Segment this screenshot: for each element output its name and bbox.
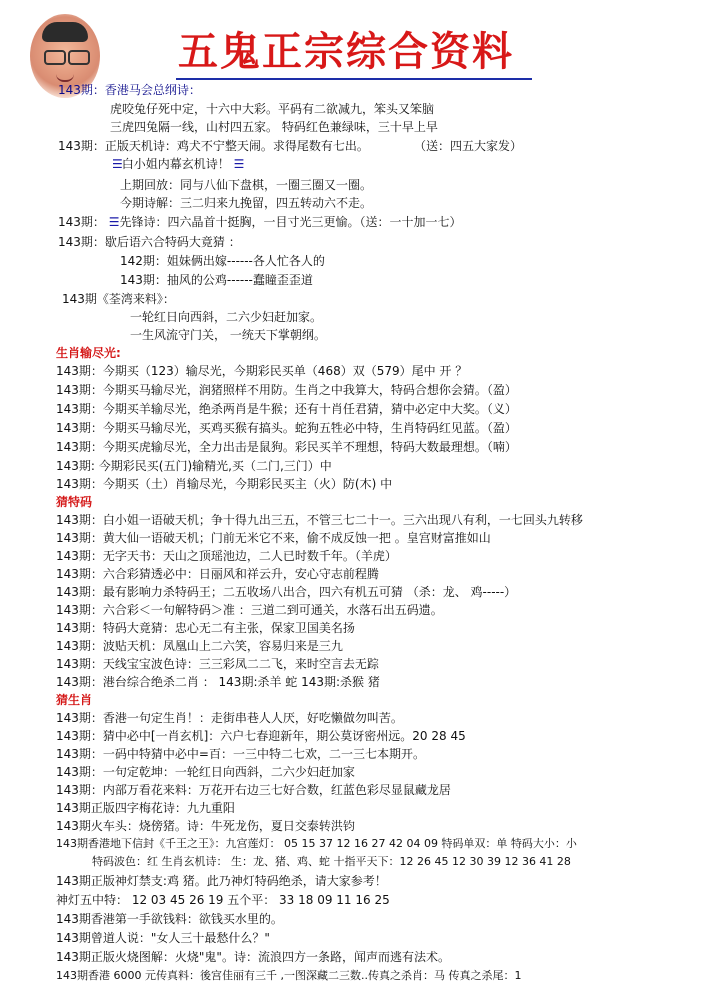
text-line (112, 156, 243, 172)
text-line: 神灯五中特： 12 03 45 26 19 五个平： 33 18 09 11 16 25 (56, 893, 390, 907)
text-line: 143期：香港马会总纲诗： (58, 83, 201, 97)
text-line: 143期：今期买（土）肖输尽光，今期彩民买主（火）防(木) 中 (56, 477, 393, 491)
decor-bars: ☰ (233, 157, 244, 171)
text-line: 143期香港第一手欲钱料：欲钱买水里的。 (56, 912, 283, 926)
text-line: 143期：六合彩＜一句解特码＞准 ：三道二到可通关，水落石出五码遗。 (56, 603, 443, 617)
text-line: 143期：香港一句定生肖！：走街串巷人人厌，好吃懒做勿叫苦。 (56, 711, 403, 725)
text-line: 143期：一码中特猜中必中=百：一三中特二七欢，二一三七本期开。 (56, 747, 425, 761)
decor-bars: ☰ (108, 215, 120, 229)
text-line: 143期：无字天书：天山之顶瑶池边，二人已时数千年。（羊虎） (56, 549, 397, 563)
text-line: 上期回放：同与八仙下盘棋，一圈三圈又一圈。 (120, 178, 373, 192)
text-line: （送：四五大家发） (414, 139, 523, 153)
text-line-prefix: 143期： (58, 215, 105, 229)
text-line: 一生风流守门关， 一统天下掌朝纲。 (130, 328, 326, 342)
text-line: 143期：港台综合绝杀二肖 ： 143期:杀羊 蛇 143期:杀猴 猪 (56, 675, 380, 689)
title-underline (176, 78, 532, 80)
text-line: 143期：特码大竟猜：忠心无二有主张，保家卫国美名扬 (56, 621, 355, 635)
text-line: 143期: 今期彩民买(五门)输精光,买（二门,三门）中 (56, 459, 332, 473)
text-line: 142期：姐妹俩出嫁------各人忙各人的 (120, 254, 325, 268)
text-line: 143期：黄大仙一语破天机；门前无米它不来，偷不成反蚀一把 。皇宫财富推如山 (56, 531, 491, 545)
text-line: 143期：今期买羊输尽光，绝杀两肖是牛猴；还有十肖任君猜，猜中必定中大奖。（义） (56, 402, 517, 416)
page-title: 五鬼正宗综合资料 (178, 28, 514, 75)
text-line: 143期：波贴天机：凤凰山上二六笑，容易归来是三九 (56, 639, 343, 653)
text-line: 143期：白小姐一语破天机；争十得九出三五，不管三七二十一。三六出现八有利，一七回头九转移 (56, 513, 583, 527)
text-line: 143期正版火烧图解：火烧"鬼"。诗：流浪四方一条路，闻声而逃有法术。 (56, 950, 450, 964)
text-line: 143期：今期买马输尽光，买鸡买猴有搞头。蛇狗五牲必中特，生肖特码红见蓝。（盈） (56, 421, 517, 435)
decor-bars: ☰ (112, 157, 122, 171)
text-line: 143期：今期买虎输尽光，全力出击是鼠狗。彩民买羊不理想，特码大数最理想。（喃） (56, 440, 517, 454)
section-heading: 猜特码 (56, 495, 93, 509)
text-line-body: ：四六晶首十挺胸，一目寸光三更愉。（送：一十加一七） (155, 215, 462, 229)
text-line: 143期：正版天机诗：鸡犬不宁整天闹。求得尾数有七出。 (58, 139, 369, 153)
text-line: 今期诗解：三二归来九挽留，四五转动六不走。 (120, 196, 373, 210)
section-heading: 猜生肖 (56, 693, 93, 707)
text-line: 143期正版神灯禁支:鸡 猪。此乃神灯特码绝杀，请大家参考！ (56, 874, 387, 888)
text-line-label: 先锋诗 (119, 215, 156, 229)
text-line: 虎咬兔仔死中定，十六中大彩。平码有二欲减九，笨头又笨脑 (110, 102, 435, 116)
text-line: 143期香港 6000 元传真料：後宫佳丽有三千 ,一图深藏二三数..传真之杀肖：马 传真之杀尾：1 (56, 969, 522, 982)
text-line: 143期火车头：烧傍猪。诗：牛死龙伤，夏日交泰转洪钧 (56, 819, 355, 833)
text-line: 143期香港地下信封《千王之王》：九宫莲灯： 05 15 37 12 16 27 42 04 09 特码单双：单 特码大小：小 (56, 837, 577, 850)
text-line (58, 214, 462, 230)
text-line: 三虎四兔隔一线，山村四五家。 特码红色兼绿味，三十早上早 (110, 120, 438, 134)
text-line-label: 白小姐内幕玄机诗！ (121, 157, 230, 171)
text-line: 特码波色：红 生肖玄机诗： 生：龙、猪、鸡、蛇 十指平天下：12 26 45 12 30 39 12 36 41 28 (92, 855, 571, 868)
text-line: 143期：一句定乾坤：一轮红日向西斜，二六少妇赶加家 (56, 765, 355, 779)
text-line: 143期：最有影响力杀特码王；二五收场八出合，四六有机五可猜 （杀：龙、 鸡-----） (56, 585, 517, 599)
text-line: 143期：内部万看花来料：万花开右边三七好合数，红蓝色彩尽显鼠藏龙居 (56, 783, 451, 797)
text-line: 143期：歇后语六合特码大竟猜 ： (58, 235, 241, 249)
text-line: 143期：天线宝宝波色诗：三三彩凤二二飞，来时空言去无踪 (56, 657, 379, 671)
text-line: 143期正版四字梅花诗：九九重阳 (56, 801, 235, 815)
text-line: 143期：抽风的公鸡------蠢瞳歪歪道 (120, 273, 313, 287)
text-line: 143期：今期买马输尽光，润猪照样不用防。生肖之中我算大，特码合想你会猜。（盈） (56, 383, 517, 397)
text-line: 143期：今期买（123）输尽光，今期彩民买单（468）双（579）尾中 开 ？ (56, 364, 468, 378)
text-line: 143期：猜中必中[一肖玄机]：六户七春迎新年，期公莫讶密州远。20 28 45 (56, 729, 466, 743)
text-line: 一轮红日向西斜，二六少妇赶加家。 (130, 310, 323, 324)
text-line: 143期曾道人说："女人三十最愁什么？" (56, 931, 270, 945)
text-line: 143期《荃湾来料》： (62, 292, 175, 306)
section-heading: 生肖输尽光: (56, 346, 121, 360)
text-line: 143期：六合彩猜透必中：日丽风和祥云升，安心守志前程腾 (56, 567, 379, 581)
